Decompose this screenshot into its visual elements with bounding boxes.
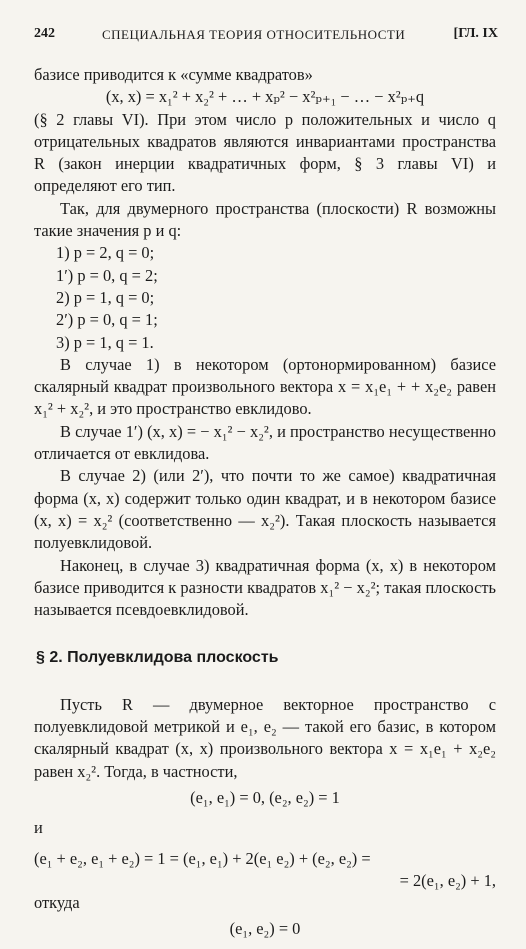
conjunction: и [34, 818, 43, 838]
formula-expansion-cont: = 2(e₁, e₂) + 1, [399, 870, 496, 890]
running-header [34, 26, 498, 48]
formula-basis-squares: (e₁, e₁) = 0, (e₂, e₂) = 1 [190, 787, 340, 807]
page-body [34, 64, 496, 949]
formula-expansion: (e₁ + e₂, e₁ + e₂) = 1 = (e₁, e₁) + 2(e₁ e₂) + (e₂, e₂) = [34, 848, 371, 868]
running-title: СПЕЦИАЛЬНАЯ ТЕОРИЯ ОТНОСИТЕЛЬНОСТИ [102, 27, 406, 42]
section-heading: § 2. Полуевклидова плоскость [36, 649, 279, 667]
case-item: 2′) p = 0, q = 1; [56, 310, 158, 330]
formula-orthogonal: (e₁, e₂) = 0 [229, 919, 301, 939]
case-item: 3) p = 1, q = 1. [56, 332, 154, 352]
paragraph: (§ 2 главы VI). При этом число p положительных и число q отрицательных квадратов являются инвариантами пространства R (закон инерции квадратичных форм, § 3 главы VI) и определяют его тип. [34, 109, 496, 196]
paragraph: В случае 2) (или 2′), что почти то же самое) квадратичная форма (x, x) содержит только один квадрат, и в некотором базисе (x, x) = x₂² (соответственно — x₂²). Такая плоскость называется полуевклидовой. [34, 466, 496, 553]
text-line: откуда [34, 893, 80, 913]
paragraph: Пусть R — двумерное векторное пространство с полуевклидовой метрикой и e₁, e₂ — такой его базис, в котором скалярный квадрат (x, x) произвольного вектора x = x₁e₁ + x₂e₂ равен x₂². Тогда, в частности, [34, 694, 496, 781]
case-item: 1) p = 2, q = 0; [56, 243, 155, 263]
text-line: базисе приводится к «сумме квадратов» [34, 65, 313, 84]
paragraph: В случае 1) в некотором (ортонормированном) базисе скалярный квадрат произвольного вектора x = x₁e₁ + + x₂e₂ равен x₁² + x₂², и это пространство евклидово. [34, 354, 496, 419]
paragraph: В случае 1′) (x, x) = − x₁² − x₂², и пространство несущественно отличается от евклидова. [34, 421, 496, 464]
case-item: 2) p = 1, q = 0; [56, 287, 155, 307]
chapter-marker: [ГЛ. IX [453, 26, 498, 41]
formula-sum-of-squares: (x, x) = x₁² + x₂² + … + xₚ² − x²ₚ₊₁ − … − x²ₚ₊q [105, 87, 425, 107]
paragraph: Так, для двумерного пространства (плоскости) R возможны такие значения p и q: [34, 198, 496, 241]
case-item: 1′) p = 0, q = 2; [56, 265, 158, 285]
paragraph: Наконец, в случае 3) квадратичная форма (x, x) в некотором базисе приводится к разности квадратов x₁² − x₂²; такая плоскость называется псевдоевклидовой. [34, 555, 496, 620]
page-number: 242 [34, 26, 55, 41]
case-list [34, 242, 496, 353]
